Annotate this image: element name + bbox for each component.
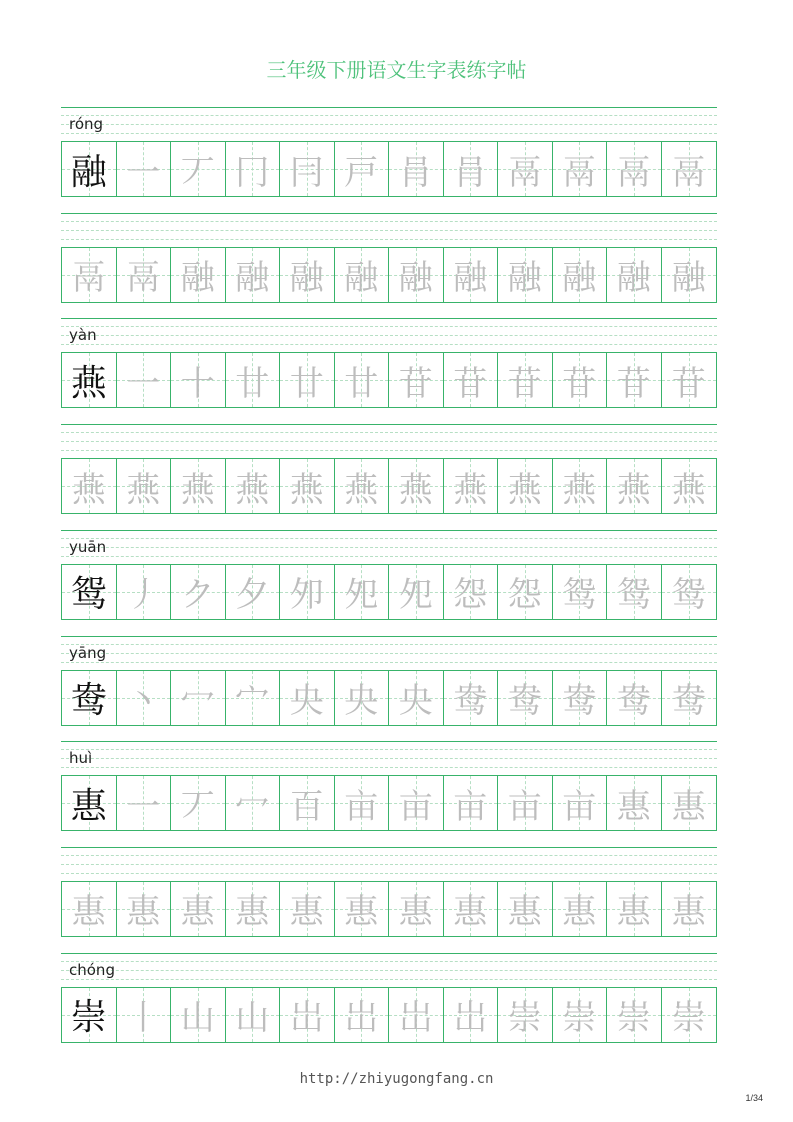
pinyin-lines [61,953,717,987]
character: 十 [180,363,215,404]
guide-line [61,758,717,759]
tianzige-grid [61,670,717,726]
character: 鸯 [453,681,488,721]
pinyin-label: chóng [69,960,115,979]
trace-character-cell [662,353,717,407]
character: 燕 [507,469,542,510]
trace-character-cell [335,671,390,725]
pinyin-lines [61,424,717,458]
trace-character-cell [171,353,226,407]
character: 宀 [235,681,270,721]
practice-row [61,318,717,424]
character: 燕 [70,362,107,404]
model-character-cell [62,776,117,830]
character: 冂 [235,152,270,193]
footer-url[interactable]: http://zhiyugongfang.cn [299,1071,494,1087]
trace-character-cell [444,353,499,407]
character: 冖 [235,786,270,827]
tianzige-grid [61,247,717,303]
trace-character-cell [444,671,499,725]
guide-line [61,662,717,663]
trace-character-cell [553,988,608,1042]
trace-character-cell [226,353,281,407]
trace-character-cell [226,142,281,196]
character: 丿 [126,575,161,616]
guide-line [61,441,717,442]
tianzige-grid [61,458,717,514]
guide-line [61,873,717,874]
trace-character-cell [280,671,335,725]
character: 鸳 [671,575,706,616]
guide-line [61,847,717,848]
character: 央 [289,681,324,721]
character: 廿 [235,363,270,404]
character: 夗 [398,575,433,616]
guide-line [61,767,717,768]
guide-line [61,230,717,231]
trace-character-cell [498,671,553,725]
character: 惠 [126,892,161,933]
character: 苷 [616,363,651,404]
trace-character-cell [389,459,444,513]
character: 冖 [180,681,215,721]
guide-line [61,749,717,750]
character: ク [180,575,215,616]
pinyin-lines [61,636,717,670]
guide-line [61,239,717,240]
character: 夕 [235,575,270,616]
practice-row [61,213,717,319]
trace-character-cell [335,248,390,302]
character: 廿 [289,363,324,404]
guide-line [61,530,717,531]
trace-character-cell [280,882,335,936]
character: 亩 [344,786,379,827]
trace-character-cell [171,882,226,936]
trace-character-cell [171,248,226,302]
model-character-cell [62,142,117,196]
character: 亩 [398,786,433,827]
character: 惠 [453,892,488,933]
character: 融 [180,258,215,299]
practice-row [61,636,717,742]
trace-character-cell [226,776,281,830]
trace-character-cell [498,248,553,302]
character: 山 [180,998,215,1039]
character: 惠 [671,892,706,933]
character: 惠 [344,892,379,933]
character: 岀 [453,998,488,1039]
guide-line [61,556,717,557]
trace-character-cell [335,882,390,936]
character: 燕 [562,469,597,510]
character: 燕 [453,469,488,510]
trace-character-cell [498,882,553,936]
trace-character-cell [117,142,172,196]
character: 岀 [398,998,433,1039]
model-character-cell [62,671,117,725]
guide-line [61,644,717,645]
trace-character-cell [553,882,608,936]
character: 融 [616,258,651,299]
guide-line [61,432,717,433]
trace-character-cell [171,142,226,196]
character: 一 [126,786,161,827]
trace-character-cell [662,459,717,513]
guide-line [61,653,717,654]
trace-character-cell [335,353,390,407]
tianzige-grid [61,775,717,831]
character: 岀 [344,998,379,1039]
character: 融 [70,151,107,193]
character: 鸯 [671,681,706,721]
trace-character-cell [444,248,499,302]
trace-character-cell [117,248,172,302]
character: 百 [289,786,324,827]
character: 一 [126,363,161,404]
guide-line [61,970,717,971]
character: 冃 [289,152,324,193]
character: 亩 [562,786,597,827]
trace-character-cell [498,776,553,830]
trace-character-cell [389,565,444,619]
character: 燕 [671,469,706,510]
character: 岀 [289,998,324,1039]
pinyin-lines [61,741,717,775]
character: 鸳 [562,575,597,616]
character: 肙 [398,152,433,193]
guide-line [61,547,717,548]
trace-character-cell [444,988,499,1042]
character: 崇 [616,998,651,1039]
trace-character-cell [607,988,662,1042]
character: 一 [126,152,161,193]
trace-character-cell [553,142,608,196]
pinyin-lines [61,530,717,564]
character: 肙 [453,152,488,193]
character: 惠 [616,786,651,827]
guide-line [61,979,717,980]
character: 丆 [180,152,215,193]
character: 融 [235,258,270,299]
trace-character-cell [553,459,608,513]
pinyin-lines [61,318,717,352]
character: 融 [562,258,597,299]
page-number: 1/34 [745,1093,763,1103]
trace-character-cell [171,671,226,725]
character: 亩 [507,786,542,827]
trace-character-cell [389,776,444,830]
practice-row [61,530,717,636]
trace-character-cell [607,671,662,725]
character: 怨 [453,575,488,616]
character: 燕 [180,469,215,510]
trace-character-cell [662,671,717,725]
character: 燕 [398,469,433,510]
trace-character-cell [335,142,390,196]
trace-character-cell [335,565,390,619]
character: 鸯 [616,681,651,721]
trace-character-cell [389,142,444,196]
trace-character-cell [171,988,226,1042]
character: 惠 [70,785,107,827]
guide-line [61,636,717,637]
trace-character-cell [607,776,662,830]
trace-character-cell [553,776,608,830]
trace-character-cell [171,459,226,513]
character: 丆 [180,786,215,827]
character: 燕 [344,469,379,510]
character: 怨 [507,575,542,616]
trace-character-cell [280,988,335,1042]
trace-character-cell [389,988,444,1042]
guide-line [61,344,717,345]
trace-character-cell [444,882,499,936]
trace-character-cell [117,882,172,936]
pinyin-label: róng [69,115,104,133]
model-character-cell [62,353,117,407]
pinyin-lines [61,107,717,141]
tianzige-grid [61,141,717,197]
character: 戸 [344,152,379,193]
practice-row [61,424,717,530]
trace-character-cell [280,459,335,513]
character: 崇 [70,997,107,1039]
character: 燕 [71,469,106,510]
guide-line [61,318,717,319]
character: 苷 [507,363,542,404]
trace-character-cell [226,248,281,302]
trace-character-cell [62,882,117,936]
trace-character-cell [335,459,390,513]
trace-character-cell [171,565,226,619]
trace-character-cell [226,882,281,936]
pinyin-label: huì [69,749,93,768]
trace-character-cell [607,248,662,302]
trace-character-cell [498,565,553,619]
trace-character-cell [444,142,499,196]
character: 鬲 [562,152,597,193]
character: 鸳 [70,574,107,616]
practice-row [61,847,717,953]
trace-character-cell [117,671,172,725]
trace-character-cell [280,353,335,407]
trace-character-cell [389,882,444,936]
character: 惠 [671,786,706,827]
character: 融 [344,258,379,299]
character: 惠 [507,892,542,933]
guide-line [61,424,717,425]
character: 苷 [562,363,597,404]
trace-character-cell [335,988,390,1042]
character: 燕 [289,469,324,510]
character: 鬲 [671,152,706,193]
character: 燕 [126,469,161,510]
trace-character-cell [280,565,335,619]
trace-character-cell [607,353,662,407]
character: 央 [398,681,433,721]
pinyin-label: yuān [69,537,107,556]
character: 苷 [671,363,706,404]
guide-line [61,107,717,108]
trace-character-cell [553,671,608,725]
character: 惠 [71,892,106,933]
trace-character-cell [117,988,172,1042]
character: 燕 [616,469,651,510]
trace-character-cell [498,142,553,196]
trace-character-cell [662,882,717,936]
trace-character-cell [498,353,553,407]
practice-row [61,953,717,1059]
trace-character-cell [607,459,662,513]
trace-character-cell [607,142,662,196]
tianzige-grid [61,352,717,408]
character: 夘 [289,575,324,616]
character: 鬲 [71,258,106,299]
character: 苷 [453,363,488,404]
trace-character-cell [226,988,281,1042]
character: 融 [289,258,324,299]
trace-character-cell [226,459,281,513]
character: 鸯 [507,681,542,721]
model-character-cell [62,565,117,619]
character: 苷 [398,363,433,404]
pinyin-label: yàn [69,326,97,345]
guide-line [61,741,717,742]
trace-character-cell [389,671,444,725]
trace-character-cell [553,565,608,619]
character: 惠 [616,892,651,933]
guide-line [61,953,717,954]
trace-character-cell [607,882,662,936]
trace-character-cell [117,776,172,830]
tianzige-grid [61,564,717,620]
guide-line [61,115,717,116]
trace-character-cell [171,776,226,830]
character: 融 [671,258,706,299]
character: 崇 [507,998,542,1039]
tianzige-grid [61,881,717,937]
trace-character-cell [498,988,553,1042]
guide-line [61,335,717,336]
character: 夗 [344,575,379,616]
guide-line [61,538,717,539]
pinyin-lines [61,847,717,881]
character: 鬲 [126,258,161,299]
character: 鸳 [616,575,651,616]
trace-character-cell [117,353,172,407]
character: 崇 [562,998,597,1039]
character: 山 [235,998,270,1039]
character: 融 [453,258,488,299]
character: 惠 [289,892,324,933]
character: 廿 [344,363,379,404]
character: 亩 [453,786,488,827]
trace-character-cell [226,671,281,725]
guide-line [61,213,717,214]
trace-character-cell [226,565,281,619]
character: 惠 [180,892,215,933]
character: 融 [398,258,433,299]
guide-line [61,133,717,134]
trace-character-cell [607,565,662,619]
trace-character-cell [444,459,499,513]
guide-line [61,864,717,865]
guide-line [61,961,717,962]
trace-character-cell [62,248,117,302]
guide-line [61,450,717,451]
practice-row [61,107,717,213]
trace-character-cell [280,248,335,302]
trace-character-cell [444,565,499,619]
trace-character-cell [662,142,717,196]
trace-character-cell [662,988,717,1042]
trace-character-cell [117,565,172,619]
character: 惠 [398,892,433,933]
trace-character-cell [662,565,717,619]
tianzige-grid [61,987,717,1043]
character: 惠 [562,892,597,933]
character: 崇 [671,998,706,1039]
pinyin-lines [61,213,717,247]
trace-character-cell [498,459,553,513]
trace-character-cell [389,248,444,302]
character: 惠 [235,892,270,933]
trace-character-cell [662,776,717,830]
pinyin-label: yāng [69,643,107,662]
trace-character-cell [389,353,444,407]
trace-character-cell [117,459,172,513]
character: 丶 [126,681,161,721]
character: 丨 [126,998,161,1039]
trace-character-cell [280,776,335,830]
trace-character-cell [662,248,717,302]
trace-character-cell [62,459,117,513]
character: 鸯 [562,681,597,721]
page-title: 三年级下册语文生字表练字帖 [266,58,527,82]
trace-character-cell [444,776,499,830]
guide-line [61,855,717,856]
character: 鸯 [70,680,107,721]
character: 鬲 [616,152,651,193]
character: 鬲 [507,152,542,193]
character: 央 [344,681,379,721]
trace-character-cell [553,248,608,302]
trace-character-cell [280,142,335,196]
character: 融 [507,258,542,299]
trace-character-cell [335,776,390,830]
guide-line [61,124,717,125]
guide-line [61,326,717,327]
guide-line [61,221,717,222]
model-character-cell [62,988,117,1042]
trace-character-cell [553,353,608,407]
practice-row [61,741,717,847]
character: 燕 [235,469,270,510]
